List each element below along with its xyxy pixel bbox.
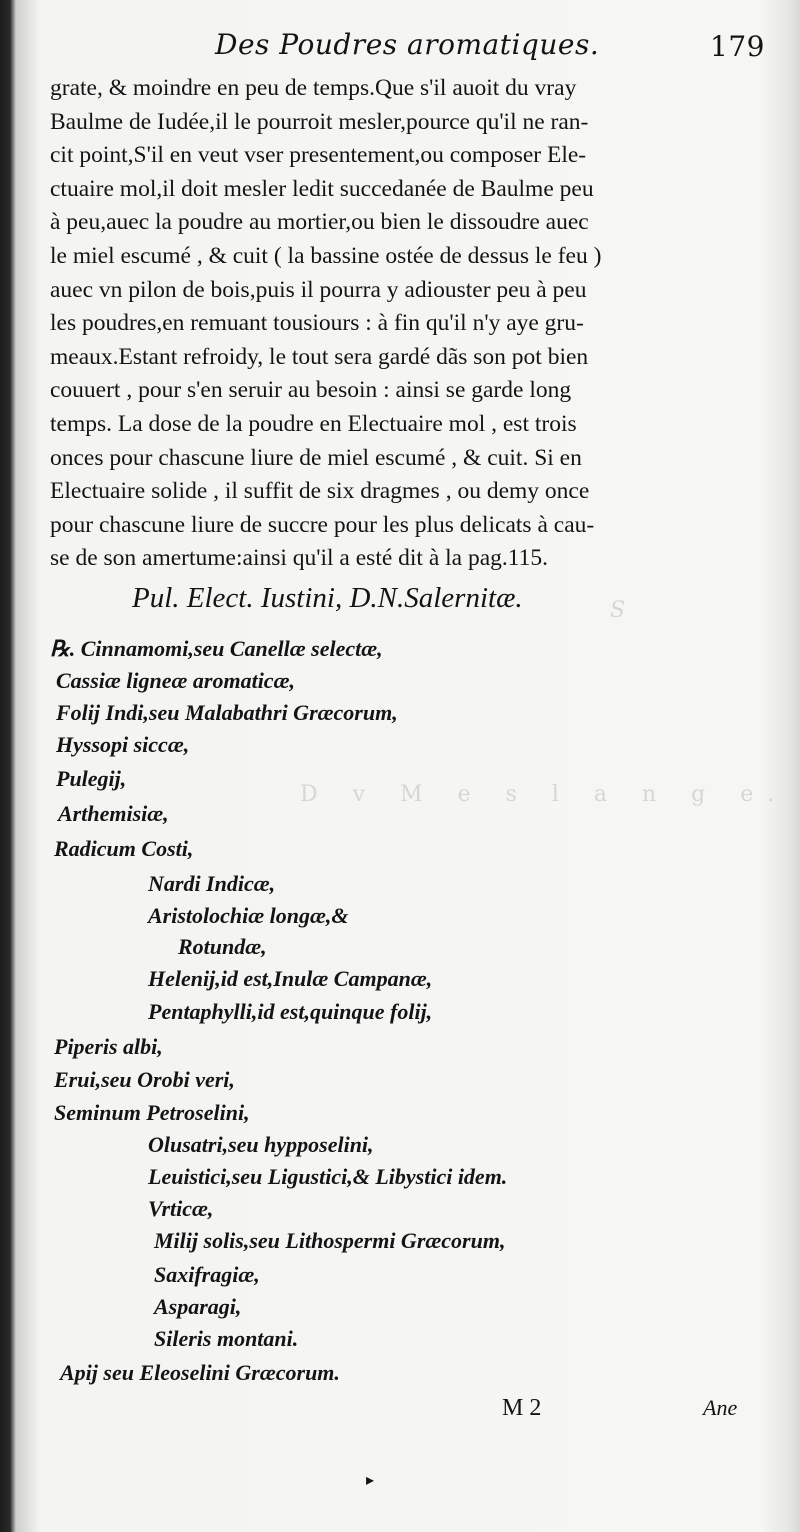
text-line: Baulme de Iudée,il le pourroit mesler,pource qu'il ne ran- [50, 108, 589, 135]
ingredient-line: Hyssopi siccæ, [56, 732, 190, 757]
ingredient-line: Aristolochiæ longæ,& [148, 903, 349, 928]
recipe-title: Pul. Elect. Iustini, D.N.Salernitæ. [132, 582, 523, 614]
text-line: pour chascune liure de succre pour les plus delicats à cau- [50, 511, 595, 538]
text-line: cit point,S'il en veut vser presentement,ou composer Ele- [50, 142, 587, 169]
ingredient-line: ℞. Cinnamomi,seu Canellæ selectæ, [50, 636, 383, 661]
ingredient-line: Seminum Petroselini, [54, 1100, 250, 1125]
text-line: temps. La dose de la poudre en Electuaire mol , est trois [50, 410, 577, 437]
ingredient-line: Pentaphylli,id est,quinque folij, [148, 999, 433, 1024]
text-line: couuert , pour s'en seruir au besoin : ainsi se garde long [50, 377, 572, 404]
running-head [215, 28, 775, 61]
ingredient-line: Cassiæ ligneæ aromaticæ, [56, 668, 295, 693]
text-line: les poudres,en remuant tousiours : à fin qu'il n'y aye gru- [50, 310, 584, 337]
text-line: à peu,auec la poudre au mortier,ou bien le dissoudre auec [50, 209, 589, 236]
ingredient-line: Rotundæ, [178, 934, 267, 959]
text-line: ctuaire mol,il doit mesler ledit succedanée de Baulme peu [50, 175, 594, 202]
running-head-title: Des Poudres aromatiques. [215, 28, 600, 61]
bleed-through-text: S [610, 598, 626, 623]
ingredient-line: Olusatri,seu hypposelini, [148, 1132, 374, 1157]
ingredient-line: Nardi Indicæ, [148, 871, 276, 896]
ingredient-line: Asparagi, [154, 1294, 242, 1319]
text-line: onces pour chascune liure de miel escumé , & cuit. Si en [50, 444, 582, 471]
text-line: grate, & moindre en peu de temps.Que s'il auoit du vray [50, 75, 577, 101]
text-line: le miel escumé , & cuit ( la bassine ostée de dessus le feu ) [50, 242, 602, 269]
text-line: auec vn pilon de bois,puis il pourra y adiouster peu à peu [50, 276, 587, 303]
signature-mark: M 2 [502, 1395, 542, 1421]
ingredient-line: Apij seu Eleoselini Græcorum. [60, 1360, 340, 1385]
ingredient-line: Milij solis,seu Lithospermi Græcorum, [154, 1228, 506, 1253]
bleed-through-text: D v M e s l a n g e. [300, 782, 789, 807]
text-line: meaux.Estant refroidy, le tout sera gardé dãs son pot bien [50, 343, 589, 370]
ingredient-line: Radicum Costi, [54, 836, 194, 861]
ingredient-line: Piperis albi, [54, 1034, 163, 1059]
page-number: 179 [710, 30, 765, 63]
ingredient-line: Vrticæ, [148, 1196, 214, 1221]
ingredient-line: Sileris montani. [154, 1326, 299, 1351]
ingredient-line: Arthemisiæ, [58, 801, 169, 826]
ingredient-line: Erui,seu Orobi veri, [54, 1067, 235, 1092]
ingredient-line: Helenij,id est,Inulæ Campanæ, [148, 966, 433, 991]
text-line: se de son amertume:ainsi qu'il a esté dit à la pag.115. [50, 545, 549, 572]
ingredient-line: Saxifragiæ, [154, 1262, 260, 1287]
catchword: Ane [703, 1395, 738, 1420]
ingredient-line: Pulegij, [56, 766, 127, 791]
text-line: Electuaire solide , il suffit de six dragmes , ou demy once [50, 478, 590, 505]
ingredient-line: Folij Indi,seu Malabathri Græcorum, [56, 700, 398, 725]
ingredient-line: Leuistici,seu Ligustici,& Libystici idem. [148, 1164, 508, 1189]
ink-speck: ▸ [366, 1470, 375, 1489]
body-paragraph [50, 72, 750, 576]
